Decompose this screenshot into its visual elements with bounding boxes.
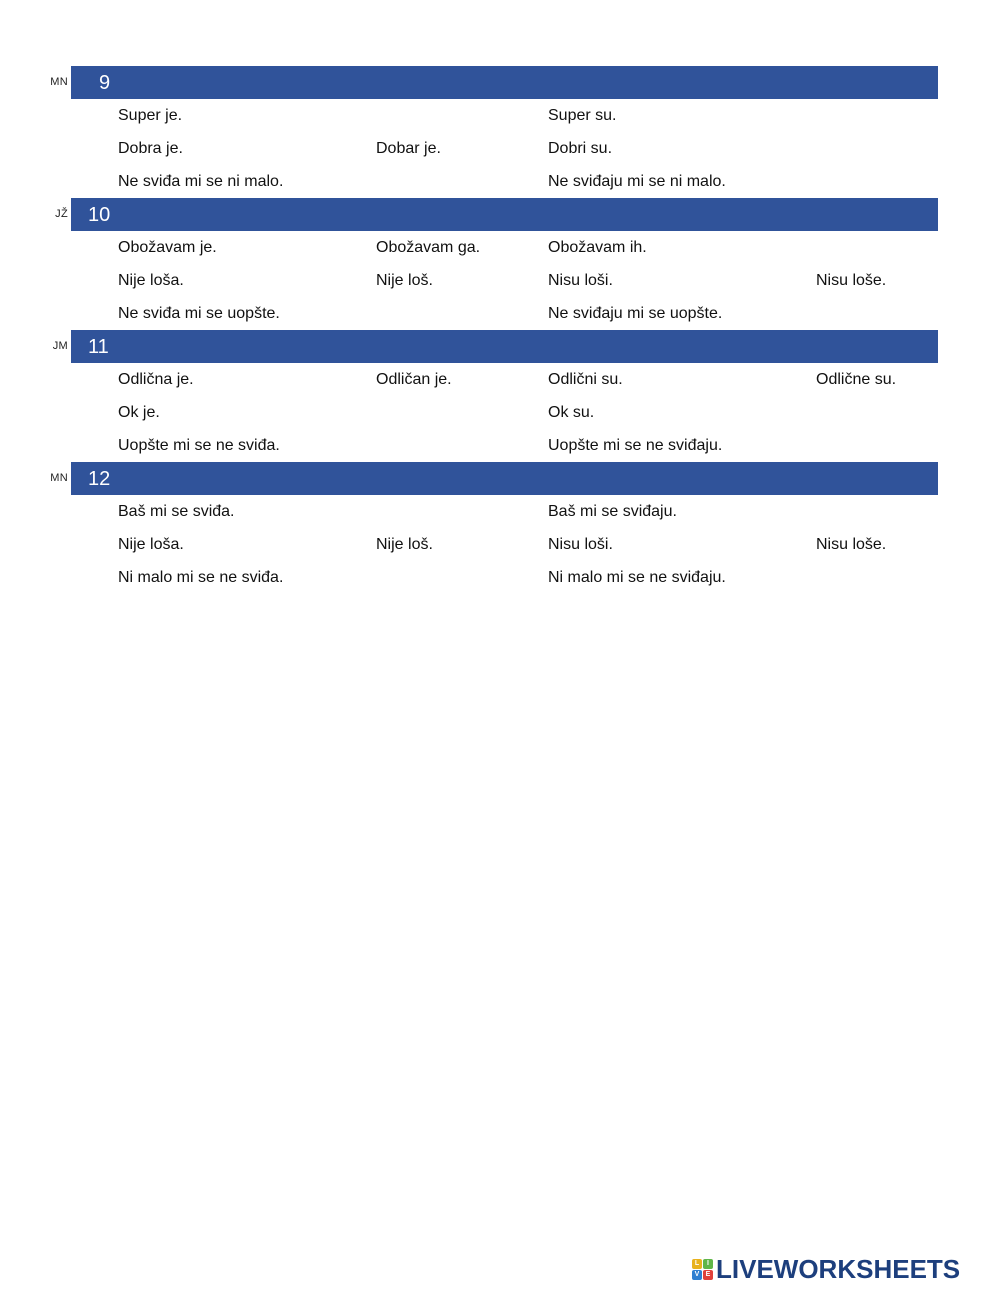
worksheet <box>0 66 1000 594</box>
phrase-cell: Nije loš. <box>376 536 433 553</box>
phrase-row <box>0 363 1000 396</box>
phrase-cell: Ne sviđaju mi se ni malo. <box>548 173 726 190</box>
phrase-cell: Super je. <box>118 107 183 124</box>
section-header <box>0 198 1000 231</box>
phrase-row <box>0 528 1000 561</box>
phrase-cell: Super su. <box>548 107 617 124</box>
section-12 <box>0 462 1000 594</box>
phrase-cell: Ok je. <box>118 404 160 421</box>
logo-mark-letter: I <box>703 1259 713 1269</box>
phrase-cell: Ok su. <box>548 404 595 421</box>
phrase-row <box>0 561 1000 594</box>
phrase-cell: Odlični su. <box>548 371 623 388</box>
phrase-row <box>0 264 1000 297</box>
section-header <box>0 462 1000 495</box>
author-initials: MN <box>50 76 68 88</box>
section-header-bar <box>71 66 938 99</box>
phrase-row <box>0 165 1000 198</box>
section-11 <box>0 330 1000 462</box>
phrase-cell: Odličan je. <box>376 371 452 388</box>
logo-mark-icon <box>692 1259 713 1280</box>
section-number: 11 <box>88 336 109 358</box>
phrase-cell: Ne sviđa mi se uopšte. <box>118 305 280 322</box>
phrase-cell: Dobra je. <box>118 140 183 157</box>
phrase-cell: Baš mi se sviđaju. <box>548 503 677 520</box>
section-number: 12 <box>88 468 111 490</box>
phrase-cell: Odlična je. <box>118 371 194 388</box>
phrase-row <box>0 297 1000 330</box>
phrase-cell: Odlične su. <box>816 371 897 388</box>
phrase-cell: Nije loša. <box>118 272 184 289</box>
phrase-row <box>0 99 1000 132</box>
phrase-cell: Ni malo mi se ne sviđa. <box>118 569 284 586</box>
phrase-cell: Ne sviđaju mi se uopšte. <box>548 305 723 322</box>
phrase-cell: Nije loša. <box>118 536 184 553</box>
phrase-row <box>0 132 1000 165</box>
section-header-bar <box>71 198 938 231</box>
phrase-cell: Baš mi se sviđa. <box>118 503 235 520</box>
phrase-row <box>0 429 1000 462</box>
section-number: 10 <box>88 204 111 226</box>
phrase-row <box>0 396 1000 429</box>
phrase-cell: Nisu loši. <box>548 536 613 553</box>
logo-mark-letter: E <box>703 1270 713 1280</box>
phrase-cell: Dobri su. <box>548 140 613 157</box>
author-initials: MN <box>50 472 68 484</box>
section-number: 9 <box>99 72 111 94</box>
section-header-bar <box>71 462 938 495</box>
author-initials: JŽ <box>55 208 68 220</box>
section-10 <box>0 198 1000 330</box>
section-9 <box>0 66 1000 198</box>
phrase-cell: Uopšte mi se ne sviđaju. <box>548 437 723 454</box>
phrase-cell: Nije loš. <box>376 272 433 289</box>
liveworksheets-logo[interactable] <box>692 1255 960 1283</box>
logo-text: LIVEWORKSHEETS <box>716 1254 961 1284</box>
phrase-cell: Nisu loše. <box>816 536 887 553</box>
phrase-cell: Ne sviđa mi se ni malo. <box>118 173 284 190</box>
logo-mark-letter: L <box>692 1259 702 1269</box>
phrase-row <box>0 495 1000 528</box>
phrase-cell: Uopšte mi se ne sviđa. <box>118 437 280 454</box>
phrase-cell: Ni malo mi se ne sviđaju. <box>548 569 726 586</box>
section-header-bar <box>71 330 938 363</box>
phrase-cell: Obožavam ih. <box>548 239 647 256</box>
phrase-cell: Obožavam je. <box>118 239 217 256</box>
phrase-row <box>0 231 1000 264</box>
phrase-cell: Obožavam ga. <box>376 239 481 256</box>
author-initials: JM <box>52 340 68 352</box>
phrase-cell: Dobar je. <box>376 140 441 157</box>
phrase-cell: Nisu loši. <box>548 272 613 289</box>
section-header <box>0 66 1000 99</box>
section-header <box>0 330 1000 363</box>
phrase-cell: Nisu loše. <box>816 272 887 289</box>
logo-mark-letter: V <box>692 1270 702 1280</box>
